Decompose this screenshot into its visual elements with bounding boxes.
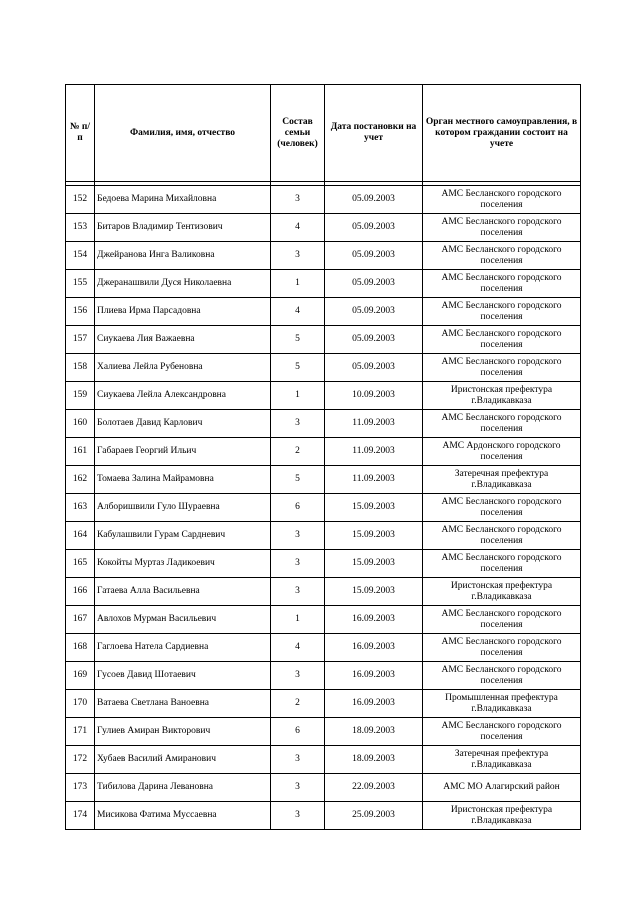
table-row: [66, 718, 581, 746]
row-authority: АМС Бесланского городского поселения: [423, 634, 581, 662]
row-registration-date: 15.09.2003: [325, 522, 423, 550]
row-authority: АМС Бесланского городского поселения: [423, 718, 581, 746]
row-authority: АМС МО Алагирский район: [423, 774, 581, 802]
row-registration-date: 15.09.2003: [325, 494, 423, 522]
table-row: [66, 438, 581, 466]
row-registration-date: 22.09.2003: [325, 774, 423, 802]
row-number: 168: [66, 634, 95, 662]
row-registration-date: 05.09.2003: [325, 270, 423, 298]
row-family-size: 3: [271, 802, 325, 830]
row-full-name: Алборишвили Гуло Шураевна: [95, 494, 271, 522]
row-registration-date: 05.09.2003: [325, 186, 423, 214]
row-full-name: Плиева Ирма Парсадовна: [95, 298, 271, 326]
row-full-name: Бедоева Марина Михайловна: [95, 186, 271, 214]
row-family-size: 5: [271, 354, 325, 382]
row-authority: АМС Бесланского городского поселения: [423, 270, 581, 298]
header-family-size: Состав семьи (человек): [271, 85, 325, 182]
row-family-size: 3: [271, 410, 325, 438]
table-row: [66, 214, 581, 242]
row-full-name: Хубаев Василий Амиранович: [95, 746, 271, 774]
row-full-name: Халиева Лейла Рубеновна: [95, 354, 271, 382]
row-number: 162: [66, 466, 95, 494]
row-full-name: Джейранова Инга Валиковна: [95, 242, 271, 270]
row-number: 173: [66, 774, 95, 802]
table-row: [66, 746, 581, 774]
row-family-size: 3: [271, 774, 325, 802]
row-number: 174: [66, 802, 95, 830]
row-family-size: 4: [271, 634, 325, 662]
row-registration-date: 05.09.2003: [325, 326, 423, 354]
row-registration-date: 16.09.2003: [325, 606, 423, 634]
row-family-size: 6: [271, 494, 325, 522]
row-family-size: 3: [271, 186, 325, 214]
row-number: 169: [66, 662, 95, 690]
row-number: 155: [66, 270, 95, 298]
row-full-name: Габараев Георгий Ильич: [95, 438, 271, 466]
table-row: [66, 802, 581, 830]
row-family-size: 2: [271, 438, 325, 466]
row-authority: АМС Бесланского городского поселения: [423, 186, 581, 214]
row-registration-date: 18.09.2003: [325, 746, 423, 774]
row-registration-date: 05.09.2003: [325, 298, 423, 326]
table-row: [66, 242, 581, 270]
row-full-name: Мисикова Фатима Муссаевна: [95, 802, 271, 830]
row-number: 158: [66, 354, 95, 382]
row-authority: АМС Бесланского городского поселения: [423, 242, 581, 270]
table-row: [66, 662, 581, 690]
row-full-name: Джеранашвили Дуся Николаевна: [95, 270, 271, 298]
table-row: [66, 522, 581, 550]
row-number: 153: [66, 214, 95, 242]
row-family-size: 2: [271, 690, 325, 718]
table-row: [66, 466, 581, 494]
row-full-name: Гулиев Амиран Викторович: [95, 718, 271, 746]
row-full-name: Томаева Залина Майрамовна: [95, 466, 271, 494]
row-family-size: 3: [271, 746, 325, 774]
row-authority: Промышленная префектура г.Владикавказа: [423, 690, 581, 718]
row-number: 164: [66, 522, 95, 550]
row-authority: АМС Бесланского городского поселения: [423, 662, 581, 690]
header-name: Фамилия, имя, отчество: [95, 85, 271, 182]
row-registration-date: 05.09.2003: [325, 242, 423, 270]
row-full-name: Кокойты Муртаз Ладикоевич: [95, 550, 271, 578]
table-row: [66, 634, 581, 662]
row-family-size: 3: [271, 662, 325, 690]
row-family-size: 4: [271, 214, 325, 242]
row-number: 171: [66, 718, 95, 746]
table-row: [66, 578, 581, 606]
row-family-size: 5: [271, 466, 325, 494]
row-authority: АМС Бесланского городского поселения: [423, 326, 581, 354]
row-full-name: Битаров Владимир Тентизович: [95, 214, 271, 242]
table-row: [66, 382, 581, 410]
row-registration-date: 16.09.2003: [325, 634, 423, 662]
header-num: № п/п: [66, 85, 95, 182]
row-authority: АМС Бесланского городского поселения: [423, 354, 581, 382]
table-row: [66, 550, 581, 578]
table-row: [66, 774, 581, 802]
table-row: [66, 354, 581, 382]
table-body: [66, 186, 581, 830]
row-full-name: Авлохов Мурман Васильевич: [95, 606, 271, 634]
row-family-size: 5: [271, 326, 325, 354]
row-registration-date: 15.09.2003: [325, 578, 423, 606]
row-number: 154: [66, 242, 95, 270]
row-full-name: Болотаев Давид Карлович: [95, 410, 271, 438]
row-family-size: 1: [271, 606, 325, 634]
table-row: [66, 326, 581, 354]
table-row: [66, 186, 581, 214]
table-row: [66, 298, 581, 326]
row-authority: АМС Бесланского городского поселения: [423, 410, 581, 438]
row-full-name: Гатаева Алла Васильевна: [95, 578, 271, 606]
row-family-size: 3: [271, 242, 325, 270]
row-registration-date: 16.09.2003: [325, 662, 423, 690]
row-number: 166: [66, 578, 95, 606]
row-registration-date: 05.09.2003: [325, 354, 423, 382]
row-authority: Иристонская префектура г.Владикавказа: [423, 578, 581, 606]
row-full-name: Кабулашвили Гурам Сардневич: [95, 522, 271, 550]
row-authority: АМС Ардонского городского поселения: [423, 438, 581, 466]
row-authority: АМС Бесланского городского поселения: [423, 522, 581, 550]
row-family-size: 1: [271, 270, 325, 298]
table-row: [66, 410, 581, 438]
row-family-size: 1: [271, 382, 325, 410]
row-registration-date: 05.09.2003: [325, 214, 423, 242]
row-family-size: 3: [271, 522, 325, 550]
row-registration-date: 15.09.2003: [325, 550, 423, 578]
row-authority: Иристонская префектура г.Владикавказа: [423, 382, 581, 410]
row-authority: АМС Бесланского городского поселения: [423, 298, 581, 326]
row-number: 161: [66, 438, 95, 466]
row-authority: Затеречная префектура г.Владикавказа: [423, 746, 581, 774]
row-number: 163: [66, 494, 95, 522]
row-authority: АМС Бесланского городского поселения: [423, 214, 581, 242]
row-registration-date: 11.09.2003: [325, 410, 423, 438]
table-row: [66, 690, 581, 718]
row-authority: АМС Бесланского городского поселения: [423, 550, 581, 578]
table-row: [66, 270, 581, 298]
row-full-name: Сиукаева Лия Важаевна: [95, 326, 271, 354]
row-number: 157: [66, 326, 95, 354]
row-full-name: Ватаева Светлана Ваноевна: [95, 690, 271, 718]
row-full-name: Тибилова Дарина Левановна: [95, 774, 271, 802]
row-authority: АМС Бесланского городского поселения: [423, 606, 581, 634]
row-authority: Затеречная префектура г.Владикавказа: [423, 466, 581, 494]
row-full-name: Гаглоева Натела Сардиевна: [95, 634, 271, 662]
table-row: [66, 494, 581, 522]
row-number: 170: [66, 690, 95, 718]
row-registration-date: 11.09.2003: [325, 466, 423, 494]
table-row: [66, 606, 581, 634]
row-authority: Иристонская префектура г.Владикавказа: [423, 802, 581, 830]
row-number: 156: [66, 298, 95, 326]
row-number: 159: [66, 382, 95, 410]
row-full-name: Гусоев Давид Шотаевич: [95, 662, 271, 690]
header-date: Дата постановки на учет: [325, 85, 423, 182]
row-number: 160: [66, 410, 95, 438]
row-registration-date: 10.09.2003: [325, 382, 423, 410]
row-number: 152: [66, 186, 95, 214]
row-family-size: 3: [271, 550, 325, 578]
table-header: [66, 85, 581, 186]
row-full-name: Сиукаева Лейла Александровна: [95, 382, 271, 410]
row-number: 167: [66, 606, 95, 634]
row-number: 172: [66, 746, 95, 774]
row-authority: АМС Бесланского городского поселения: [423, 494, 581, 522]
header-org: Орган местного самоуправления, в котором граждании состоит на учете: [423, 85, 581, 182]
row-registration-date: 16.09.2003: [325, 690, 423, 718]
row-registration-date: 11.09.2003: [325, 438, 423, 466]
row-family-size: 3: [271, 578, 325, 606]
row-registration-date: 18.09.2003: [325, 718, 423, 746]
row-registration-date: 25.09.2003: [325, 802, 423, 830]
row-family-size: 6: [271, 718, 325, 746]
row-family-size: 4: [271, 298, 325, 326]
registry-table: [65, 84, 581, 830]
row-number: 165: [66, 550, 95, 578]
